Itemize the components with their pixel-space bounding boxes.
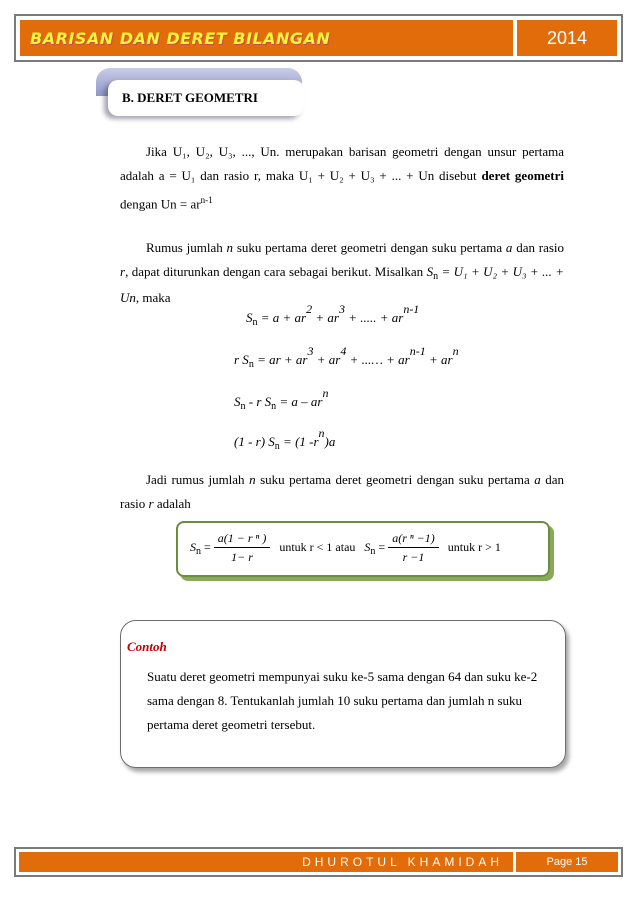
p2-sum-symbol: S — [426, 264, 434, 279]
header-title: BARISAN DAN DERET BILANGAN — [20, 20, 513, 56]
formula-fraction-1 — [214, 531, 271, 565]
eq1-rhs1: = a + ar — [257, 310, 307, 325]
equation-1 — [246, 302, 420, 328]
concl-n: n — [249, 472, 256, 487]
p2-text-b: suku pertama deret geometri dengan suku pertama — [236, 240, 503, 255]
eq2-power1: 3 — [307, 344, 314, 358]
intro-text: Jika U₁, U₂, U₃, ..., Un. merupakan barisan geometri dengan unsur pertama adalah a = U₁ dan rasio r, maka U₁ + U₂ + U₃ + ... + Un disebut — [120, 144, 564, 183]
p2-text-tail: , maka — [135, 290, 171, 305]
eq2-power4: n — [452, 344, 459, 358]
page-number: Page 15 — [516, 852, 618, 872]
eq2-lhs: r S — [234, 352, 249, 367]
eq2-rhs4: + ar — [425, 352, 453, 367]
intro-paragraph-2 — [120, 236, 564, 310]
p2-sum-equation: = U₁ + U₂ + U₃ + ... + Un — [120, 264, 565, 305]
p2-text-a: Rumus jumlah — [146, 240, 223, 255]
page-header — [14, 14, 623, 62]
footer-author: DHUROTUL KHAMIDAH — [19, 852, 513, 872]
conclusion-paragraph — [120, 468, 564, 516]
intro-paragraph-1 — [120, 140, 564, 216]
concl-b: suku pertama deret geometri dengan suku pertama — [260, 472, 530, 487]
eq2-rhs1: = ar + ar — [253, 352, 308, 367]
p2-text-d: , dapat diturunkan dengan cara sebagai berikut. Misalkan — [125, 264, 424, 279]
p2-var-a: a — [505, 240, 513, 255]
formula-s2: S — [364, 539, 371, 554]
intro-text-tail: dengan Un = ar — [120, 196, 201, 212]
p2-text-c: dan rasio — [516, 240, 565, 255]
eq2-lhs-sub: n — [248, 359, 254, 370]
section-title: B. DERET GEOMETRI — [108, 80, 304, 116]
formula-content — [190, 531, 501, 565]
example-label: Contoh — [127, 639, 167, 654]
formula-condition-1: untuk r < 1 atau — [279, 539, 356, 554]
formula-s2-sub: n — [370, 545, 376, 557]
formula-eq2: = — [375, 539, 386, 554]
p2-sum-sub: n — [433, 271, 439, 282]
eq2-rhs2: + ar — [313, 352, 341, 367]
header-year: 2014 — [517, 20, 617, 56]
concl-r: r — [148, 496, 154, 511]
eq3-sub2: n — [271, 401, 277, 412]
concl-c: dan rasio — [120, 472, 565, 511]
p2-var-r: r — [120, 264, 126, 279]
eq1-power2: 3 — [338, 302, 345, 316]
eq2-rhs3: + ...… + ar — [346, 352, 410, 367]
eq4-lhs-sub: n — [274, 441, 280, 452]
fraction1-numerator: a(1 − r ⁿ ) — [214, 531, 271, 548]
p2-var-n: n — [226, 240, 234, 255]
intro-bold-term: deret geometri — [481, 168, 564, 183]
example-text: Suatu deret geometri mempunyai suku ke-5 sama dengan 64 dan suku ke-2 sama dengan 8. Tentukanlah jumlah 10 suku pertama dan jumlah n suku pertama deret geometri tersebut. — [147, 669, 538, 732]
eq1-rhs3: + ..... + ar — [344, 310, 404, 325]
eq1-power1: 2 — [306, 302, 313, 316]
eq4-lhs: (1 - r) S — [234, 434, 275, 449]
eq1-lhs-sub: n — [252, 317, 258, 328]
fraction2-numerator: a(r ⁿ −1) — [388, 531, 439, 548]
equation-3 — [234, 386, 329, 412]
fraction1-denominator: 1− r — [231, 550, 253, 564]
eq4-rhs: = (1 -r — [279, 434, 319, 449]
concl-a: Jadi rumus jumlah — [146, 472, 245, 487]
concl-d: adalah — [156, 496, 191, 511]
formula-fraction-2 — [388, 531, 439, 565]
eq3-mid: - r S — [245, 394, 272, 409]
eq2-power3: n-1 — [409, 344, 426, 358]
eq3-power: n — [322, 386, 329, 400]
example-box — [120, 620, 566, 768]
eq1-power3: n-1 — [403, 302, 420, 316]
eq2-power2: 4 — [340, 344, 347, 358]
equation-2 — [234, 344, 459, 370]
fraction2-denominator: r −1 — [402, 550, 425, 564]
eq4-tail: )a — [324, 434, 336, 449]
eq3-rhs: = a – ar — [276, 394, 323, 409]
eq3-s: S — [234, 394, 241, 409]
eq3-sub1: n — [240, 401, 246, 412]
concl-avar: a — [534, 472, 541, 487]
eq4-power: n — [318, 426, 325, 440]
formula-s1: S — [190, 539, 196, 554]
formula-s1-sub: n — [196, 545, 201, 557]
formula-box — [176, 521, 550, 577]
equation-4 — [234, 426, 336, 452]
eq1-rhs2: + ar — [312, 310, 339, 325]
formula-eq1: = — [201, 539, 211, 554]
intro-exponent: n-1 — [200, 195, 213, 205]
page-footer — [14, 847, 623, 877]
formula-condition-2: untuk r > 1 — [447, 539, 501, 554]
eq1-lhs: S — [246, 310, 253, 325]
